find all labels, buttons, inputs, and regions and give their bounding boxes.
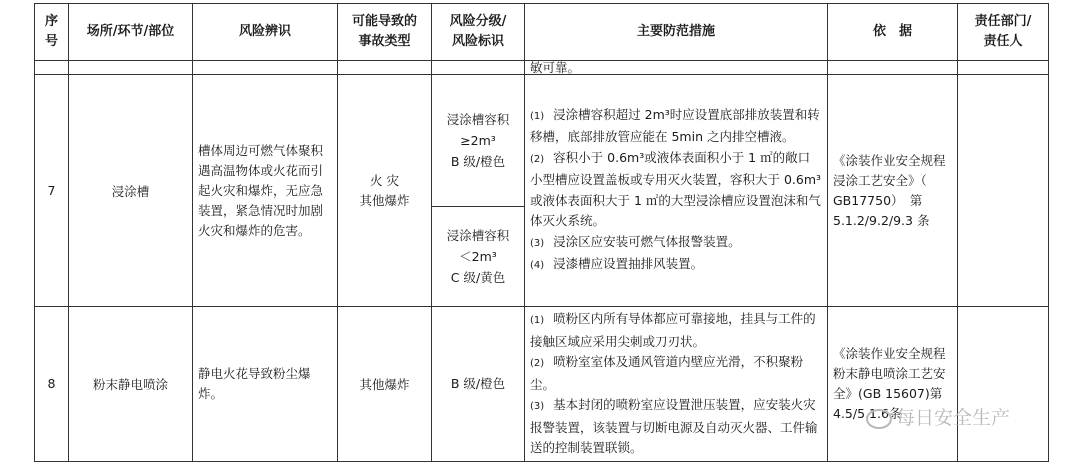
risk-table [34,3,1049,462]
chat-bubble-icon [866,409,892,429]
header-basis: 依 据 [828,4,958,61]
row-grade: B 级/橙色 [432,307,525,462]
watermark: 每日安全生产 [866,403,1010,430]
row-basis: 《涂装作业安全规程浸涂工艺安全》（ GB17750） 第5.1.2/9.2/9.3 条 [828,75,958,307]
row-grade: 浸涂槽容积 ≥2m³ B 级/橙色 [432,75,525,207]
measure-item: (1) 喷粉区内所有导体都应可靠接地，挂具与工件的接触区域应采用尖刺或刀刃状。 [530,311,816,349]
header-seq: 序 号 [35,4,69,61]
row-place: 粉末静电喷涂 [69,307,193,462]
row-measures [525,307,828,462]
measure-item: (2) 容积小于 0.6m³或液体表面积小于 1 ㎡的敞口小型槽应设置盖板或专用灭火装置，容积大于 0.6m³或液体表面积大于 1 ㎡的大型浸涂槽应设置泡沫和气体灭火系统。 [530,149,822,228]
measures-tail: 敏可靠。 [525,61,828,75]
table-row [35,75,1049,207]
header-place: 场所/环节/部位 [69,4,193,61]
row-accident: 火 灾 其他爆炸 [338,75,432,307]
measure-item: (1) 浸涂槽容积超过 2m³时应设置底部排放装置和转移槽，底部排放管应能在 5min 之内排空槽液。 [530,106,820,144]
continuation-row [35,61,1049,75]
measure-item: (3) 浸涂区应安装可燃气体报警装置。 [530,233,741,249]
row-measures [525,75,828,307]
header-measures: 主要防范措施 [525,4,828,61]
header-grade: 风险分级/ 风险标识 [432,4,525,61]
row-dept [958,75,1049,307]
row-accident: 其他爆炸 [338,307,432,462]
row-dept [958,307,1049,462]
row-grade: 浸涂槽容积 ＜2m³ C 级/黄色 [432,207,525,307]
row-seq: 7 [35,75,69,307]
row-risk: 槽体周边可燃气体聚积遇高温物体或火花而引起火灾和爆炸，无应急装置，紧急情况时加剧火灾和爆炸的危害。 [193,75,338,307]
measure-item: (3) 基本封闭的喷粉室应设置泄压装置，应安装火灾报警装置，该装置与切断电源及自动灭火器、工件输送的控制装置联锁。 [530,397,818,455]
measure-item: (4) 浸漆槽应设置抽排风装置。 [530,256,704,271]
header-dept: 责任部门/ 责任人 [958,4,1049,61]
header-row [35,4,1049,61]
row-seq: 8 [35,307,69,462]
header-accident: 可能导致的 事故类型 [338,4,432,61]
table-row [35,307,1049,462]
row-risk: 静电火花导致粉尘爆炸。 [193,307,338,462]
measure-item: (2) 喷粉室室体及通风管道内壁应光滑，不积聚粉尘。 [530,354,804,392]
row-basis: 《涂装作业安全规程粉末静电喷涂工艺安全》(GB 15607)第4.5/5.1.6条 [828,307,958,462]
row-place: 浸涂槽 [69,75,193,307]
header-risk: 风险辨识 [193,4,338,61]
